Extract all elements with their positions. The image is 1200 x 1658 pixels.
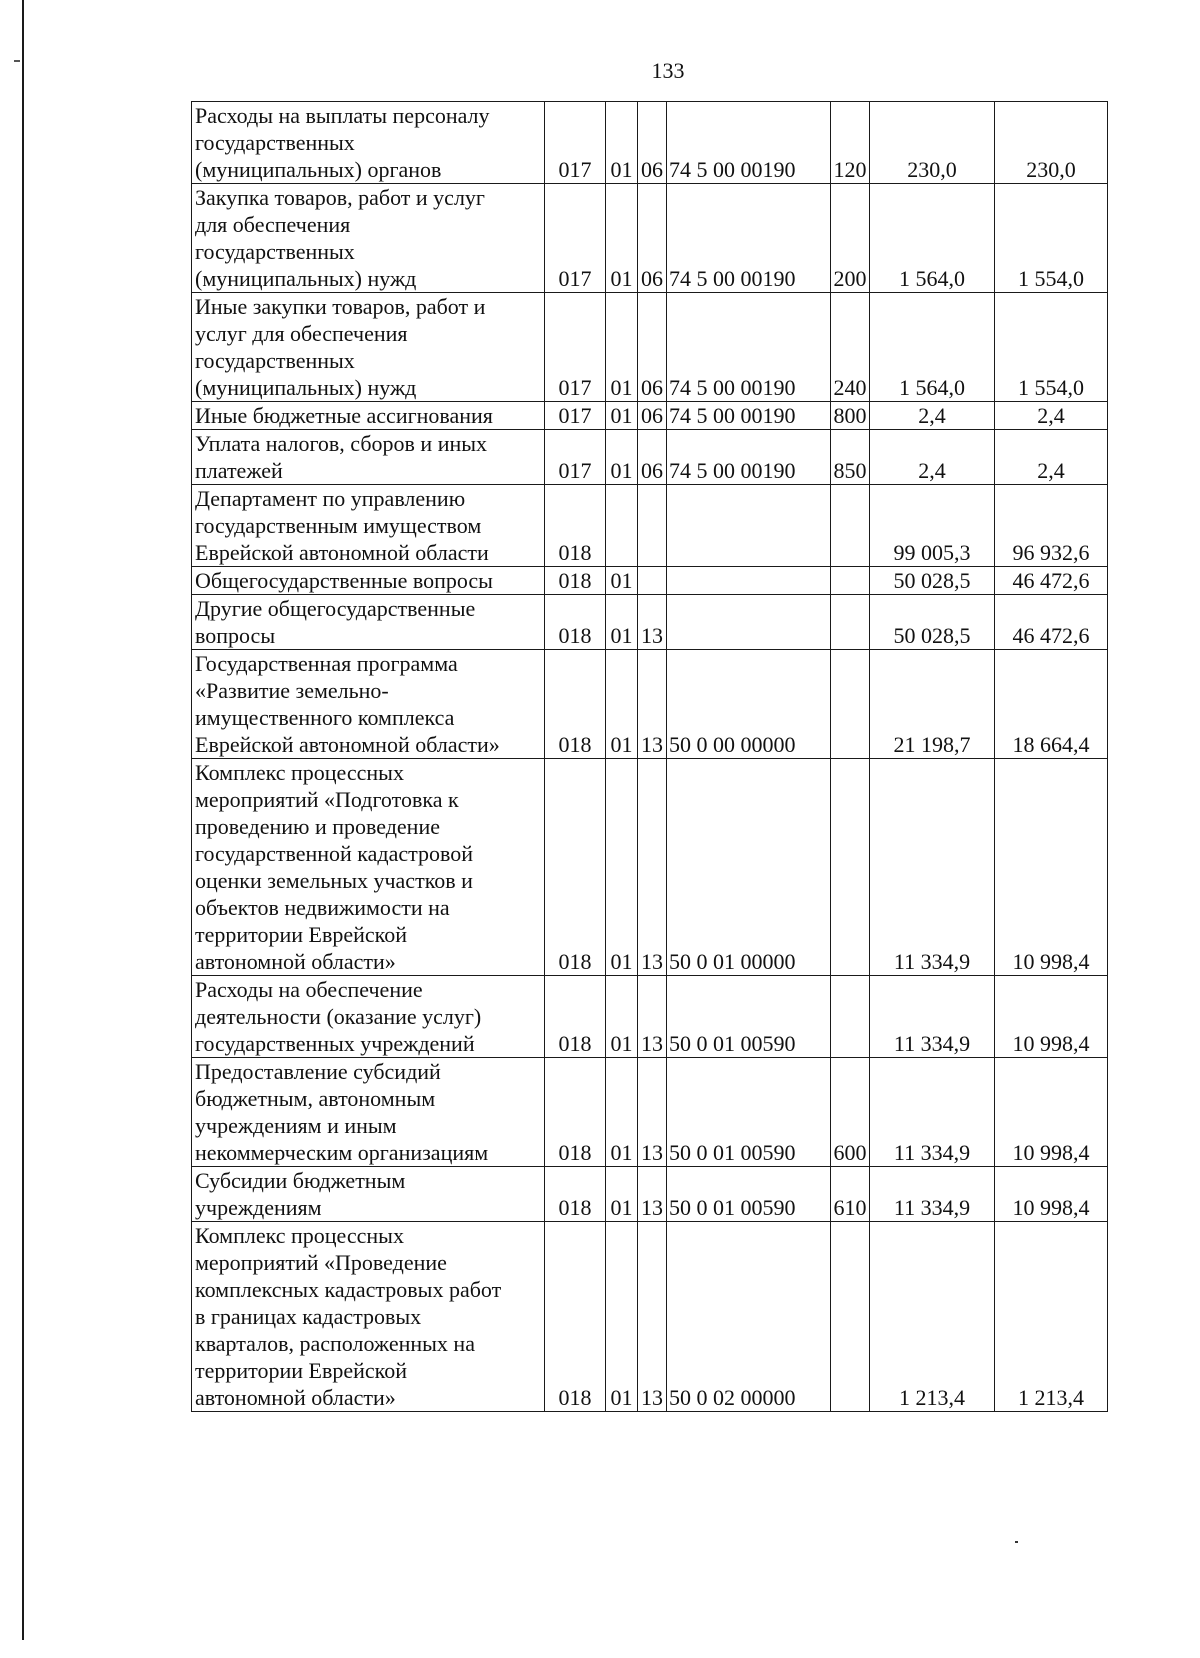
cell-expense-type: [831, 485, 870, 567]
cell-target-article: 74 5 00 00190: [667, 293, 831, 402]
cell-expense-type: 120: [831, 102, 870, 184]
cell-target-article: [667, 485, 831, 567]
cell-amount-1: 11 334,9: [870, 1167, 995, 1222]
cell-section-code: 01: [606, 1058, 638, 1167]
cell-expense-type: 800: [831, 402, 870, 430]
cell-amount-1: 11 334,9: [870, 976, 995, 1058]
cell-ved-code: 018: [545, 1058, 606, 1167]
cell-amount-2: 2,4: [995, 430, 1108, 485]
table-row: [192, 102, 1108, 184]
cell-expense-type: [831, 1222, 870, 1412]
cell-amount-1: 2,4: [870, 402, 995, 430]
cell-ved-code: 017: [545, 102, 606, 184]
cell-amount-1: 1 564,0: [870, 293, 995, 402]
cell-amount-2: 2,4: [995, 402, 1108, 430]
cell-amount-2: 1 554,0: [995, 293, 1108, 402]
cell-section-code: 01: [606, 759, 638, 976]
cell-amount-1: 11 334,9: [870, 1058, 995, 1167]
cell-expense-type: 240: [831, 293, 870, 402]
cell-subsection-code: 13: [638, 1167, 667, 1222]
cell-amount-1: 2,4: [870, 430, 995, 485]
cell-expense-type: [831, 976, 870, 1058]
cell-section-code: 01: [606, 595, 638, 650]
cell-amount-2: 96 932,6: [995, 485, 1108, 567]
cell-target-article: 74 5 00 00190: [667, 184, 831, 293]
cell-amount-2: 10 998,4: [995, 759, 1108, 976]
cell-amount-2: 230,0: [995, 102, 1108, 184]
cell-target-article: 50 0 01 00590: [667, 1167, 831, 1222]
cell-expense-type: [831, 759, 870, 976]
cell-name: Субсидии бюджетным учреждениям: [192, 1167, 545, 1222]
cell-amount-2: 10 998,4: [995, 1058, 1108, 1167]
table-row: [192, 402, 1108, 430]
page-number: 133: [651, 58, 685, 83]
cell-name: Общегосударственные вопросы: [192, 567, 545, 595]
cell-ved-code: 018: [545, 759, 606, 976]
cell-section-code: 01: [606, 650, 638, 759]
cell-name: Иные закупки товаров, работ и услуг для обеспечения государственных (муниципальных) нужд: [192, 293, 545, 402]
cell-subsection-code: [638, 485, 667, 567]
cell-amount-1: 1 213,4: [870, 1222, 995, 1412]
cell-ved-code: 018: [545, 1167, 606, 1222]
cell-name: Государственная программа «Развитие земельно- имущественного комплекса Еврейской автономной области»: [192, 650, 545, 759]
cell-amount-2: 18 664,4: [995, 650, 1108, 759]
cell-section-code: 01: [606, 976, 638, 1058]
cell-section-code: 01: [606, 567, 638, 595]
cell-expense-type: [831, 567, 870, 595]
cell-ved-code: 017: [545, 184, 606, 293]
cell-name: Комплекс процессных мероприятий «Подготовка к проведению и проведение государственной кадастровой оценки земельных участков и объектов недвижимости на территории Еврейской автономной области»: [192, 759, 545, 976]
cell-ved-code: 017: [545, 402, 606, 430]
cell-subsection-code: 06: [638, 430, 667, 485]
cell-amount-1: 1 564,0: [870, 184, 995, 293]
table-row: [192, 650, 1108, 759]
cell-subsection-code: 13: [638, 1058, 667, 1167]
cell-ved-code: 018: [545, 650, 606, 759]
cell-amount-1: 11 334,9: [870, 759, 995, 976]
cell-section-code: 01: [606, 430, 638, 485]
cell-target-article: [667, 567, 831, 595]
cell-expense-type: [831, 595, 870, 650]
cell-target-article: 50 0 00 00000: [667, 650, 831, 759]
cell-target-article: [667, 595, 831, 650]
cell-target-article: 50 0 01 00000: [667, 759, 831, 976]
cell-subsection-code: 13: [638, 976, 667, 1058]
cell-amount-1: 21 198,7: [870, 650, 995, 759]
cell-target-article: 74 5 00 00190: [667, 402, 831, 430]
cell-name: Другие общегосударственные вопросы: [192, 595, 545, 650]
cell-target-article: 50 0 01 00590: [667, 976, 831, 1058]
cell-name: Департамент по управлению государственным имуществом Еврейской автономной области: [192, 485, 545, 567]
cell-amount-1: 50 028,5: [870, 595, 995, 650]
table-row: [192, 1167, 1108, 1222]
cell-amount-2: 10 998,4: [995, 976, 1108, 1058]
cell-name: Предоставление субсидий бюджетным, автономным учреждениям и иным некоммерческим организациям: [192, 1058, 545, 1167]
cell-ved-code: 018: [545, 567, 606, 595]
cell-ved-code: 018: [545, 595, 606, 650]
cell-amount-2: 46 472,6: [995, 567, 1108, 595]
cell-amount-2: 1 554,0: [995, 184, 1108, 293]
cell-section-code: [606, 485, 638, 567]
scan-left-border: [22, 0, 24, 1640]
cell-expense-type: 200: [831, 184, 870, 293]
cell-subsection-code: [638, 567, 667, 595]
cell-target-article: 74 5 00 00190: [667, 430, 831, 485]
table-row: [192, 976, 1108, 1058]
cell-amount-2: 10 998,4: [995, 1167, 1108, 1222]
cell-subsection-code: 06: [638, 402, 667, 430]
scan-artifact-dot: [1015, 1541, 1018, 1543]
cell-expense-type: 610: [831, 1167, 870, 1222]
cell-section-code: 01: [606, 1222, 638, 1412]
cell-ved-code: 018: [545, 1222, 606, 1412]
cell-ved-code: 017: [545, 293, 606, 402]
cell-subsection-code: 13: [638, 1222, 667, 1412]
cell-amount-1: 99 005,3: [870, 485, 995, 567]
cell-section-code: 01: [606, 184, 638, 293]
cell-name: Закупка товаров, работ и услуг для обеспечения государственных (муниципальных) нужд: [192, 184, 545, 293]
table-row: [192, 293, 1108, 402]
cell-subsection-code: 06: [638, 293, 667, 402]
cell-section-code: 01: [606, 102, 638, 184]
cell-section-code: 01: [606, 293, 638, 402]
table-body: [192, 102, 1108, 1412]
cell-subsection-code: 13: [638, 650, 667, 759]
table-row: [192, 759, 1108, 976]
cell-name: Уплата налогов, сборов и иных платежей: [192, 430, 545, 485]
table-row: [192, 595, 1108, 650]
cell-amount-1: 230,0: [870, 102, 995, 184]
cell-target-article: 74 5 00 00190: [667, 102, 831, 184]
cell-target-article: 50 0 02 00000: [667, 1222, 831, 1412]
cell-section-code: 01: [606, 402, 638, 430]
cell-amount-2: 46 472,6: [995, 595, 1108, 650]
table-row: [192, 1222, 1108, 1412]
cell-name: Расходы на выплаты персоналу государственных (муниципальных) органов: [192, 102, 545, 184]
cell-amount-1: 50 028,5: [870, 567, 995, 595]
table-row: [192, 567, 1108, 595]
cell-ved-code: 018: [545, 485, 606, 567]
cell-name: Расходы на обеспечение деятельности (оказание услуг) государственных учреждений: [192, 976, 545, 1058]
cell-expense-type: 850: [831, 430, 870, 485]
cell-subsection-code: 13: [638, 595, 667, 650]
cell-name: Комплекс процессных мероприятий «Проведение комплексных кадастровых работ в границах кадастровых кварталов, расположенных на территории Еврейской автономной области»: [192, 1222, 545, 1412]
cell-subsection-code: 13: [638, 759, 667, 976]
cell-ved-code: 018: [545, 976, 606, 1058]
table-row: [192, 430, 1108, 485]
cell-target-article: 50 0 01 00590: [667, 1058, 831, 1167]
table-row: [192, 1058, 1108, 1167]
cell-expense-type: 600: [831, 1058, 870, 1167]
cell-section-code: 01: [606, 1167, 638, 1222]
cell-ved-code: 017: [545, 430, 606, 485]
cell-subsection-code: 06: [638, 102, 667, 184]
budget-table: [191, 101, 1108, 1412]
cell-expense-type: [831, 650, 870, 759]
cell-name: Иные бюджетные ассигнования: [192, 402, 545, 430]
cell-subsection-code: 06: [638, 184, 667, 293]
table-row: [192, 485, 1108, 567]
cell-amount-2: 1 213,4: [995, 1222, 1108, 1412]
table-row: [192, 184, 1108, 293]
